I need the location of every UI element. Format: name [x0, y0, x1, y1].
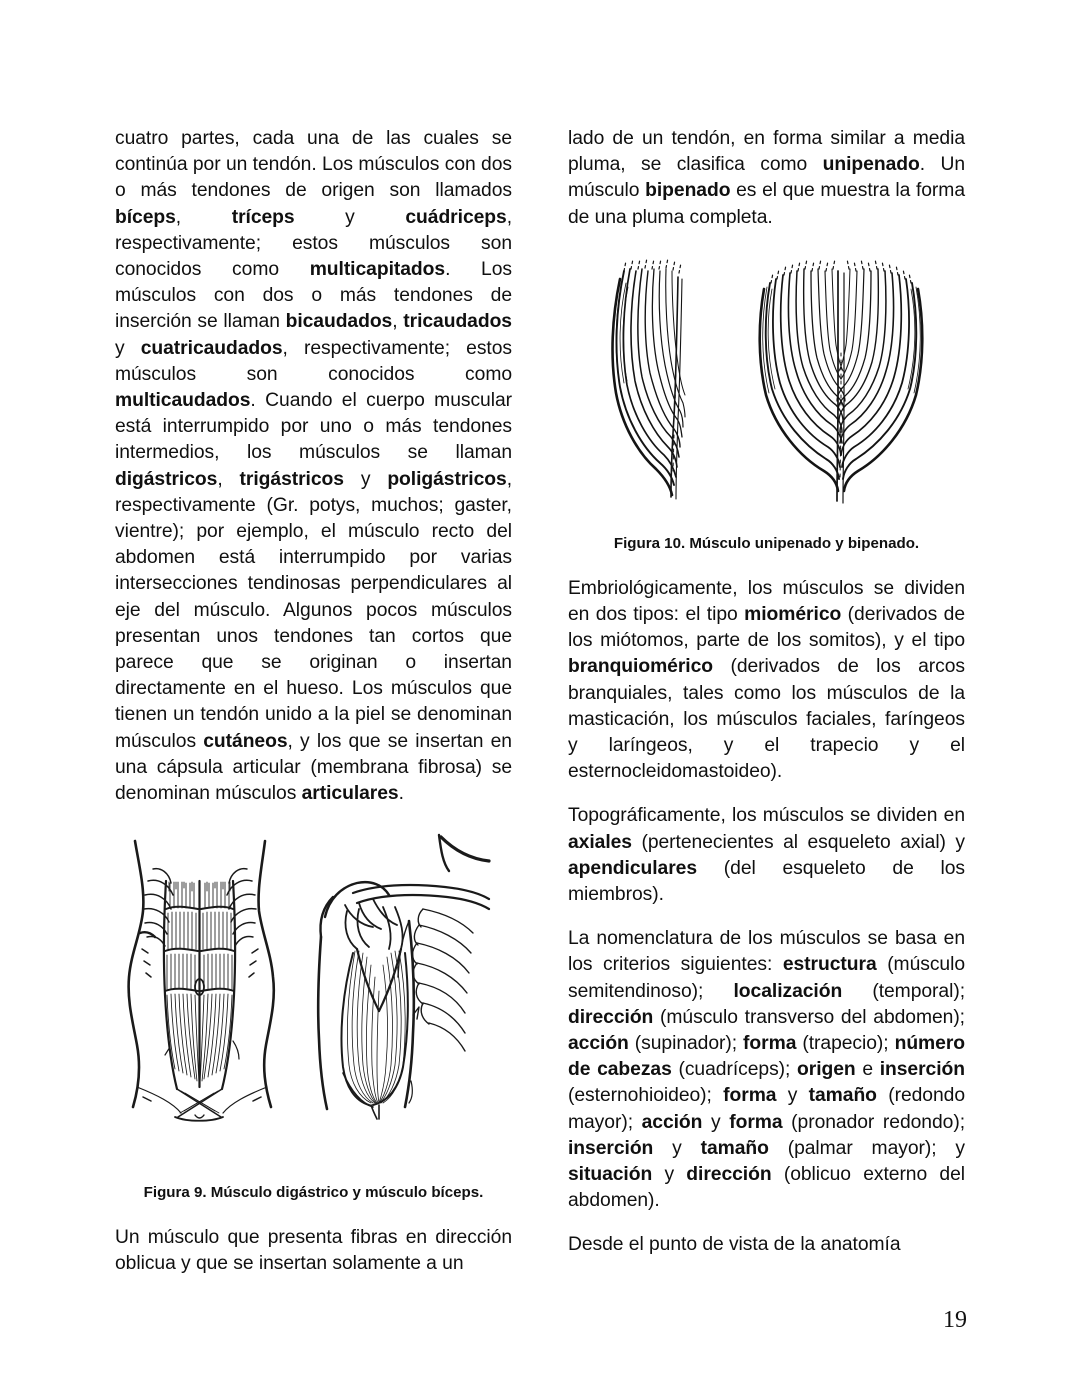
paragraph-right-4: La nomenclatura de los músculos se basa en los criterios siguientes: estructura (músculo semitendinoso); localización (temporal); dirección (músculo transverso del abdomen); acción (supinador); forma (trapecio); número de cabezas (cuadríceps); origen e inserción (esternohioideo); forma y tamaño (redondo mayor); acción y forma (pronador redondo); inserción y tamaño (palmar mayor); y situación y dirección (oblicuo externo del abdomen). — [568, 928, 966, 1212]
figure-10 — [568, 249, 965, 524]
paragraph-right-5: Desde el punto de vista de la anatomía — [568, 1234, 901, 1256]
page-number: 19 — [943, 1307, 967, 1333]
right-column — [568, 126, 965, 1276]
paragraph-right-2: Embriológicamente, los músculos se dividen en dos tipos: el tipo miomérico (derivados de los miótomos, parte de los somitos), y el tipo branquiomérico (derivados de los arcos branquiales, tales como los músculos de la masticación, los músculos faciales, faríngeos y laríngeos, y el trapecio y el esternocleidomastoideo). — [568, 577, 966, 783]
paragraph-right-3: Topográficamente, los músculos se dividen en axiales (pertenecientes al esqueleto axial) y apendiculares (del esqueleto de los miembros). — [568, 805, 965, 906]
two-column-body — [115, 126, 965, 1276]
figure-9-caption: Figura 9. Músculo digástrico y músculo bíceps. — [143, 1184, 484, 1202]
figure-10-caption: Figura 10. Músculo unipenado y bipenado. — [613, 534, 920, 552]
figure-10-illustration — [568, 249, 965, 524]
paragraph-left-2: Un músculo que presenta fibras en dirección oblicua y que se insertan solamente a un — [115, 1227, 512, 1275]
left-column — [115, 126, 512, 1276]
paragraph-right-1: lado de un tendón, en forma similar a media pluma, se clasifica como unipenado. Un músculo bipenado es el que muestra la forma de una pluma completa. — [568, 128, 965, 228]
figure-9-illustration — [115, 825, 512, 1175]
figure-9 — [115, 825, 512, 1175]
paragraph-left-1: cuatro partes, cada una de las cuales se continúa por un tendón. Los músculos con dos o más tendones de origen son llamados bíceps, tríceps y cuádriceps, respectivamente; estos músculos son conocidos como multicapitados. Los músculos con dos o más tendones de inserción se llaman bicaudados, tricaudados y cuatricaudados, respectivamente; estos músculos son conocidos como multicaudados. Cuando el cuerpo muscular está interrumpido por uno o más tendones intermedios, los músculos se llaman digástricos, trigástricos y poligástricos, respectivamente (Gr. potys, muchos; gaster, vientre); por ejemplo, el músculo recto del abdomen está interrumpido por varias intersecciones tendinosas perpendiculares al eje del músculo. Algunos pocos músculos presentan unos tendones tan cortos que parece que se originan o insertan directamente en el hueso. Los músculos que tienen un tendón unido a la piel se denominan músculos cutáneos, y los que se insertan en una cápsula articular (membrana fibrosa) se denominan músculos articulares. — [115, 128, 512, 805]
